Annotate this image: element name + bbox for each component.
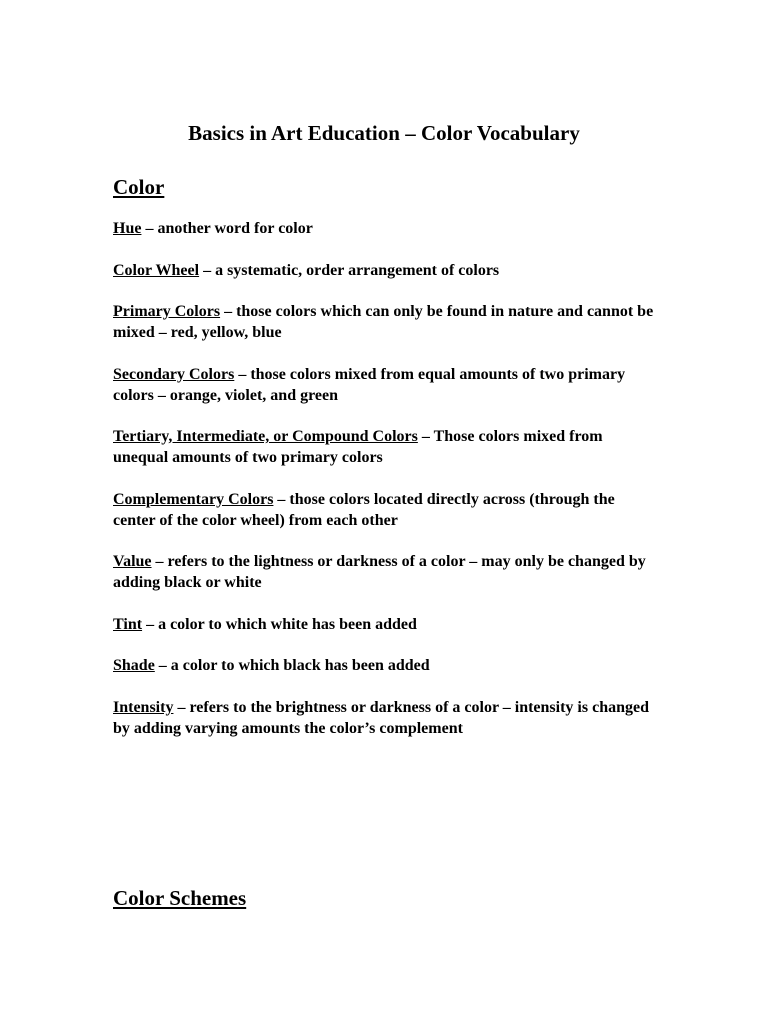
term-entry-secondary-colors bbox=[113, 364, 658, 406]
term-name: Complementary Colors bbox=[113, 490, 274, 508]
term-definition: – those colors mixed from equal amounts of two primary colors – orange, violet, and green bbox=[113, 365, 626, 404]
term-definition: – Those colors mixed from unequal amounts of two primary colors bbox=[113, 428, 603, 466]
term-entry-shade bbox=[113, 655, 658, 676]
term-definition: – refers to the brightness or darkness of a color – intensity is changed by adding varying amounts the color’s complement bbox=[113, 698, 649, 737]
term-name: Intensity bbox=[113, 698, 174, 716]
section-heading-color: Color bbox=[113, 175, 165, 199]
term-definition: – a color to which black has been added bbox=[154, 657, 430, 674]
term-definition: – a systematic, order arrangement of colors bbox=[199, 261, 500, 279]
section-heading-color-schemes: Color Schemes bbox=[113, 886, 247, 910]
term-entry-color-wheel bbox=[113, 260, 658, 281]
term-definition: – another word for color bbox=[141, 220, 313, 237]
term-name: Shade bbox=[113, 657, 155, 674]
term-name: Tint bbox=[113, 615, 143, 633]
color-terms-list bbox=[113, 218, 658, 759]
term-entry-tertiary-colors bbox=[113, 426, 658, 468]
term-name: Primary Colors bbox=[113, 303, 221, 320]
term-definition: – refers to the lightness or darkness of a color – may only be changed by adding black or white bbox=[113, 553, 646, 591]
term-entry-value bbox=[113, 551, 658, 593]
term-name: Value bbox=[113, 553, 152, 570]
term-entry-complementary-colors bbox=[113, 489, 658, 531]
term-name: Color Wheel bbox=[113, 261, 200, 279]
term-definition: – those colors located directly across (through the center of the color wheel) from each other bbox=[113, 490, 615, 529]
term-definition: – a color to which white has been added bbox=[142, 615, 417, 633]
term-entry-primary-colors bbox=[113, 301, 658, 343]
term-entry-intensity bbox=[113, 697, 658, 739]
term-definition: – those colors which can only be found in nature and cannot be mixed – red, yellow, blue bbox=[113, 303, 654, 341]
term-entry-hue bbox=[113, 218, 658, 239]
term-entry-tint bbox=[113, 614, 658, 635]
term-name: Hue bbox=[113, 220, 142, 237]
term-name: Secondary Colors bbox=[113, 365, 235, 383]
page-title: Basics in Art Education – Color Vocabulary bbox=[188, 121, 580, 145]
term-name: Tertiary, Intermediate, or Compound Colors bbox=[113, 428, 418, 445]
